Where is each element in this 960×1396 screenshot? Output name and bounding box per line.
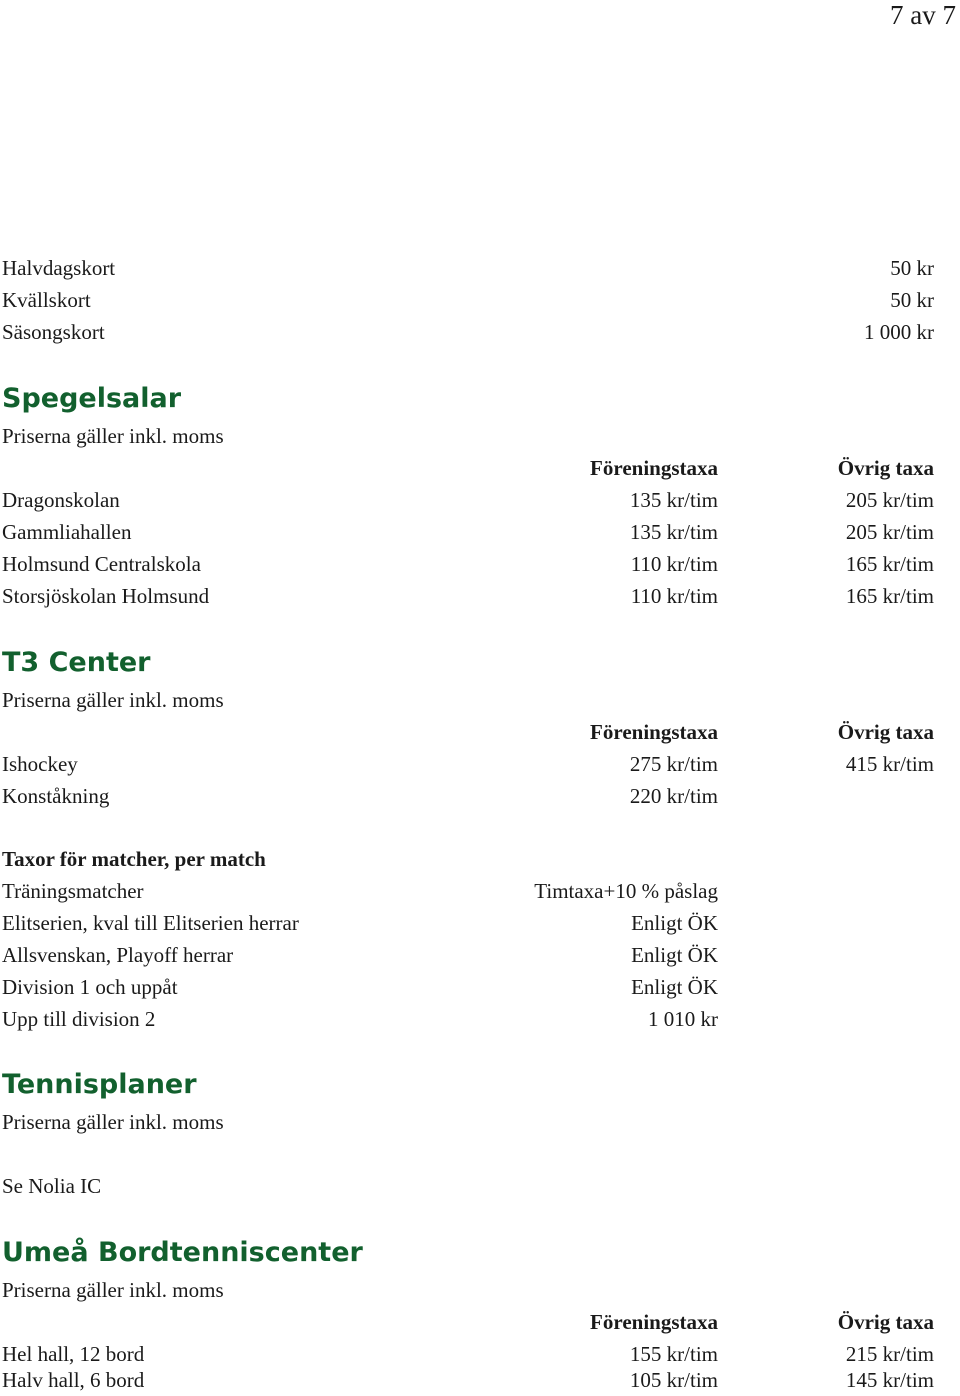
card-label: Säsongskort xyxy=(2,320,105,344)
forening-price: 110 kr/tim xyxy=(630,552,718,576)
hall-name: Hel hall, 12 bord xyxy=(2,1342,145,1366)
table-row xyxy=(2,484,934,516)
ovrig-price: 145 kr/tim xyxy=(845,1368,934,1392)
table-row xyxy=(2,907,934,939)
forening-price: 220 kr/tim xyxy=(629,784,718,808)
price-row xyxy=(2,284,934,316)
match-name: Upp till division 2 xyxy=(2,1007,156,1031)
ovrig-price: 165 kr/tim xyxy=(845,552,934,576)
ovrig-price: 415 kr/tim xyxy=(845,752,934,776)
card-label: Halvdagskort xyxy=(2,256,116,280)
note-text: Priserna gäller inkl. moms xyxy=(2,688,224,712)
match-name: Allsvenskan, Playoff herrar xyxy=(2,943,234,967)
card-price: 50 kr xyxy=(890,288,934,312)
matches-title xyxy=(2,843,934,875)
col-header-ovrig: Övrig taxa xyxy=(837,1310,934,1334)
match-price: Timtaxa+10 % påslag xyxy=(534,879,718,903)
forening-price: 275 kr/tim xyxy=(629,752,718,776)
table-row xyxy=(2,580,934,612)
matches-title-text: Taxor för matcher, per match xyxy=(2,847,266,871)
section-note xyxy=(2,1106,934,1138)
price-row xyxy=(2,252,934,284)
table-row xyxy=(2,939,934,971)
section-title-tennisplaner: Tennisplaner xyxy=(2,1069,197,1100)
col-header-forening: Föreningstaxa xyxy=(590,1310,718,1334)
note-text: Priserna gäller inkl. moms xyxy=(2,1278,224,1302)
ovrig-price: 205 kr/tim xyxy=(845,488,934,512)
section-title-bordtenniscenter: Umeå Bordtenniscenter xyxy=(2,1237,363,1268)
table-row xyxy=(2,748,934,780)
table-row xyxy=(2,971,934,1003)
match-price: Enligt ÖK xyxy=(631,911,718,935)
hall-name: Halv hall, 6 bord xyxy=(2,1368,145,1392)
page-number: 7 av 7 xyxy=(890,0,956,30)
match-price: Enligt ÖK xyxy=(631,975,718,999)
section-title-spegelsalar: Spegelsalar xyxy=(2,383,182,414)
match-name: Träningsmatcher xyxy=(2,879,144,903)
price-row xyxy=(2,316,934,348)
table-header xyxy=(2,1306,934,1338)
card-price: 50 kr xyxy=(890,256,934,280)
venue-name: Storsjöskolan Holmsund xyxy=(2,584,210,608)
col-header-ovrig: Övrig taxa xyxy=(837,456,934,480)
match-price: 1 010 kr xyxy=(648,1007,718,1031)
col-header-forening: Föreningstaxa xyxy=(590,456,718,480)
table-row xyxy=(2,780,934,812)
ovrig-price: 165 kr/tim xyxy=(845,584,934,608)
section-title-t3-center: T3 Center xyxy=(2,647,151,678)
forening-price: 135 kr/tim xyxy=(629,520,718,544)
venue-name: Dragonskolan xyxy=(2,488,120,512)
table-row xyxy=(2,875,934,907)
table-row xyxy=(2,1364,934,1396)
table-row xyxy=(2,516,934,548)
table-header xyxy=(2,716,934,748)
activity-name: Konståkning xyxy=(2,784,110,808)
note-text: Priserna gäller inkl. moms xyxy=(2,1110,224,1134)
table-header xyxy=(2,452,934,484)
ovrig-price: 215 kr/tim xyxy=(845,1342,934,1366)
ovrig-price: 205 kr/tim xyxy=(845,520,934,544)
match-price: Enligt ÖK xyxy=(631,943,718,967)
section-note xyxy=(2,1274,934,1306)
reference-label: Se Nolia IC xyxy=(2,1174,102,1198)
card-price: 1 000 kr xyxy=(864,320,934,344)
match-name: Elitserien, kval till Elitserien herrar xyxy=(2,911,299,935)
forening-price: 155 kr/tim xyxy=(629,1342,718,1366)
col-header-forening: Föreningstaxa xyxy=(590,720,718,744)
venue-name: Gammliahallen xyxy=(2,520,132,544)
venue-name: Holmsund Centralskola xyxy=(2,552,201,576)
section-note xyxy=(2,684,934,716)
section-note xyxy=(2,420,934,452)
col-header-ovrig: Övrig taxa xyxy=(837,720,934,744)
card-label: Kvällskort xyxy=(2,288,91,312)
reference-text xyxy=(2,1170,934,1202)
forening-price: 110 kr/tim xyxy=(630,584,718,608)
activity-name: Ishockey xyxy=(2,752,78,776)
table-row xyxy=(2,1003,934,1035)
forening-price: 105 kr/tim xyxy=(629,1368,718,1392)
note-text: Priserna gäller inkl. moms xyxy=(2,424,224,448)
forening-price: 135 kr/tim xyxy=(629,488,718,512)
table-row xyxy=(2,548,934,580)
match-name: Division 1 och uppåt xyxy=(2,975,178,999)
